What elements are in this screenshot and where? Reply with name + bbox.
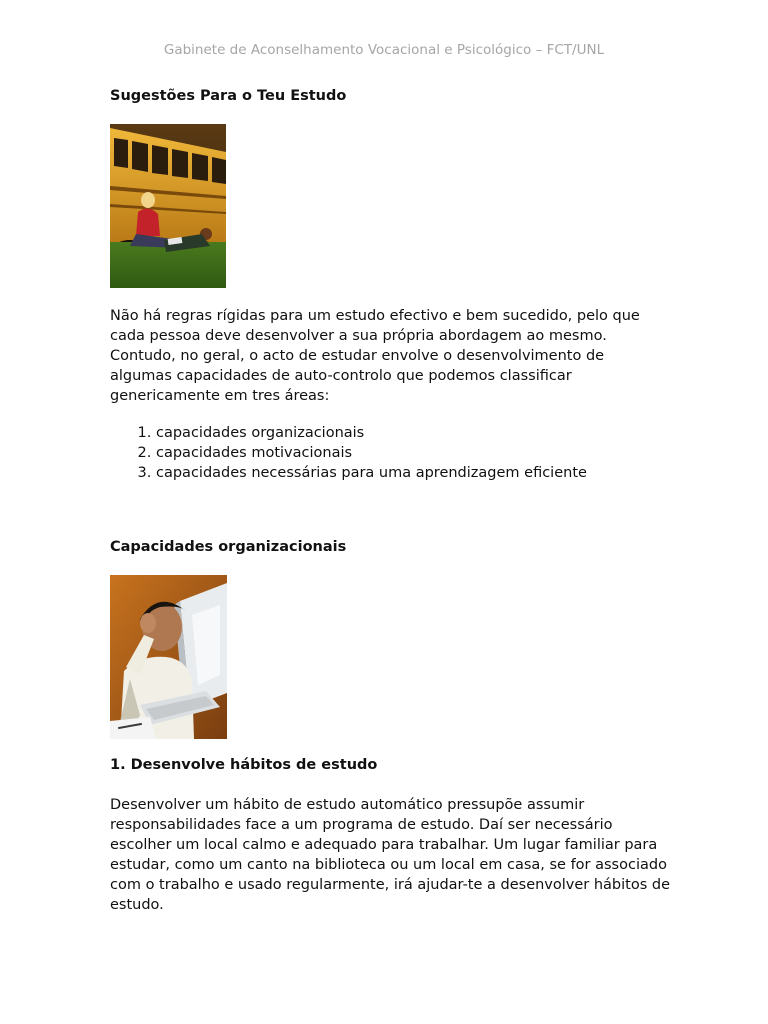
page-header: Gabinete de Aconselhamento Vocacional e Psicológico – FCT/UNL (163, 42, 605, 58)
list-item: 1. capacidades organizacionais (156, 423, 670, 443)
section-title: Sugestões Para o Teu Estudo (110, 88, 347, 104)
habits-paragraph: Desenvolver um hábito de estudo automático pressupõe assumir responsabilidades face a um programa de estudo. Daí ser necessário escolher um local calmo e adequado para trabalhar. Um lugar familiar para estudar, como um canto na biblioteca ou um local em casa, se for associado com o trabalho e usado regularmente, irá ajudar-te a desenvolver hábitos de estudo. (110, 797, 671, 913)
document-content (110, 86, 670, 915)
list-item: 2. capacidades motivacionais (156, 443, 670, 463)
section-title: Capacidades organizacionais (110, 539, 347, 555)
skills-list (110, 423, 670, 483)
subsection-title: 1. Desenvolve hábitos de estudo (110, 757, 378, 773)
student-at-computer-photo (110, 575, 227, 739)
intro-paragraph: Não há regras rígidas para um estudo efectivo e bem sucedido, pelo que cada pessoa deve desenvolver a sua própria abordagem ao mesmo. Contudo, no geral, o acto de estudar envolve o desenvolvimento de algumas capacidades de auto-controlo que podemos classificar genericamente em tres áreas: (110, 308, 640, 404)
students-studying-photo (110, 124, 226, 288)
list-item: 3. capacidades necessárias para uma aprendizagem eficiente (156, 463, 670, 483)
